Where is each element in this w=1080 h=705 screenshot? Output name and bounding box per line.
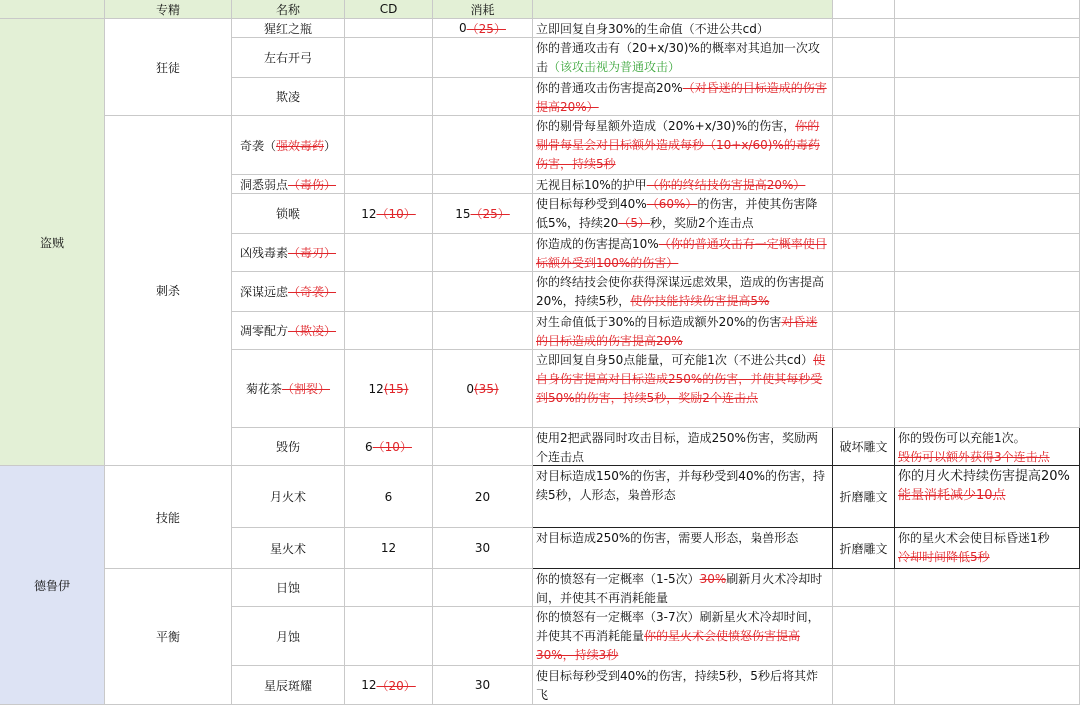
name-old: 强效毒药 (275, 138, 324, 153)
cd-new: 12 (361, 678, 377, 692)
empty-cell (833, 234, 895, 272)
name-text: 凋零配方 (239, 324, 288, 338)
name-old: （割裂） (282, 382, 331, 396)
cd-old: （10） (376, 207, 416, 221)
glyph-old: 冷却时间降低5秒 (898, 550, 990, 564)
glyph-text: 你的星火术会使目标昏迷1秒 (898, 531, 1050, 545)
skill-cd (345, 116, 433, 175)
desc-old: （60%） (646, 197, 698, 211)
skill-desc: 立即回复自身30%的生命值（不进公共cd） (533, 19, 833, 38)
skill-cost (433, 312, 533, 350)
skill-name (232, 312, 345, 350)
spec-balance: 平衡 (105, 569, 232, 705)
glyph-old: 能量消耗减少10点 (898, 488, 1006, 503)
skill-cd (345, 312, 433, 350)
skill-desc (533, 175, 833, 194)
glyph-desc (895, 466, 1080, 528)
skill-desc (533, 38, 833, 78)
desc-text: 秒，奖励2个连击点 (649, 216, 754, 230)
empty-cell (895, 312, 1080, 350)
skill-cd (345, 175, 433, 194)
desc-old: 你的星火术会使愤怒伤害提高30%，持续3秒 (536, 629, 801, 662)
class-rogue: 盗贼 (0, 19, 105, 466)
header-cd: CD (345, 0, 433, 19)
cd-new: 12 (368, 381, 384, 396)
skill-cost: 30 (433, 528, 533, 569)
name-text: 菊花茶 (245, 382, 282, 396)
glyph-desc (895, 528, 1080, 569)
name-old: （毒伤） (288, 177, 337, 192)
skill-name: 星辰斑耀 (232, 666, 345, 705)
desc-text: 你的愤怒有一定概率（1-5次） (536, 572, 700, 586)
glyph-name: 破坏雕文 (833, 428, 895, 466)
glyph-name: 折磨雕文 (833, 528, 895, 569)
empty-cell (895, 350, 1080, 428)
empty-cell (895, 569, 1080, 607)
skill-cd (345, 569, 433, 607)
skill-desc: 使用2把武器同时攻击目标，造成250%伤害，奖励两个连击点 (533, 428, 833, 466)
skill-name: 星火术 (232, 528, 345, 569)
desc-text: 无视目标10%的护甲 (536, 178, 647, 192)
desc-text: 你的普通攻击伤害提高20% (536, 81, 683, 95)
cost-new: 0 (466, 381, 474, 396)
desc-text: 立即回复自身50点能量，可充能1次（不进公共cd） (536, 353, 814, 367)
desc-text: 你的终结技会使你获得深谋远虑效果，造成的伤害提高20%，持续5秒， (536, 275, 825, 308)
skill-cd (345, 78, 433, 116)
empty-cell (895, 272, 1080, 312)
desc-old: （对昏迷的目标造成的伤害提高20%） (536, 81, 827, 114)
skill-desc (533, 78, 833, 116)
empty-cell (895, 666, 1080, 705)
name-text: 深谋远虑 (239, 285, 288, 299)
skill-desc (533, 350, 833, 428)
skill-cost (433, 19, 533, 38)
name-text: 凶残毒素 (239, 246, 288, 260)
skill-desc: 对目标造成250%的伤害，需要人形态，枭兽形态 (533, 528, 833, 569)
name-end: ） (324, 138, 337, 153)
spec-assassination: 刺杀 (105, 116, 232, 466)
glyph-name: 折磨雕文 (833, 466, 895, 528)
cost-new: 0 (459, 21, 467, 35)
empty-cell (833, 607, 895, 666)
skill-name (232, 116, 345, 175)
desc-text: 你的剔骨每星额外造成（20%+x/30)%的伤害， (536, 119, 796, 133)
skill-cost (433, 234, 533, 272)
skill-cd: 6 (345, 466, 433, 528)
spec-outlaw: 狂徒 (105, 19, 232, 116)
glyph-text: 你的月火术持续伤害提高20% (898, 469, 1070, 484)
empty-cell (895, 78, 1080, 116)
desc-old: 使自身伤害提高对目标造成250%的伤害，并使其每秒受到50%的伤害，持续5秒，奖励2个连击点 (536, 353, 826, 405)
name-old: （欺凌） (288, 324, 337, 338)
name-old: （毒刃） (288, 246, 337, 260)
desc-old: （你的终结技伤害提高20%） (646, 178, 806, 192)
header-desc (533, 0, 833, 19)
cost-old: （25） (466, 21, 506, 36)
desc-old: 对昏迷的目标造成的伤害提高20% (536, 315, 818, 348)
cost-old: （25） (470, 207, 510, 221)
skill-cd (345, 666, 433, 705)
desc-text: 你的普通攻击有（20+x/30)%的概率对其追加一次攻击 (536, 41, 820, 74)
empty-cell (895, 19, 1080, 38)
desc-old: 你的剔骨每星会对目标额外造成每秒（10+x/60)%的毒药伤害，持续5秒 (536, 119, 820, 171)
skill-cost (433, 78, 533, 116)
skill-name: 锁喉 (232, 194, 345, 234)
desc-text: 你造成的伤害提高10% (536, 237, 659, 251)
cd-old: （20） (376, 678, 416, 693)
skill-desc (533, 607, 833, 666)
skill-desc (533, 312, 833, 350)
desc-text: 使目标每秒受到40% (536, 197, 647, 211)
empty-cell (833, 38, 895, 78)
skill-desc (533, 272, 833, 312)
name-old: （奇袭） (288, 285, 337, 299)
empty-cell (833, 272, 895, 312)
spec-skill: 技能 (105, 466, 232, 569)
desc-note: （该攻击视为普通攻击） (548, 60, 681, 74)
header-blank (0, 0, 105, 19)
cost-new: 15 (455, 206, 471, 221)
glyph-old: 毁伤可以额外获得3个连击点 (898, 450, 1050, 464)
cd-old: （10） (372, 440, 412, 454)
skill-cost (433, 350, 533, 428)
header-extra-1 (833, 0, 895, 19)
skill-desc (533, 234, 833, 272)
skill-desc (533, 569, 833, 607)
class-druid: 德鲁伊 (0, 466, 105, 705)
skill-cd (345, 19, 433, 38)
skill-cost (433, 272, 533, 312)
desc-old: 30% (699, 572, 727, 586)
skill-cd (345, 607, 433, 666)
skill-cd (345, 194, 433, 234)
empty-cell (833, 569, 895, 607)
skill-name: 毁伤 (232, 428, 345, 466)
header-cost: 消耗 (433, 0, 533, 19)
empty-cell (833, 312, 895, 350)
header-extra-2 (895, 0, 1080, 19)
name-text: 奇袭（ (239, 138, 276, 153)
skill-cost (433, 38, 533, 78)
skill-name: 左右开弓 (232, 38, 345, 78)
skill-name: 欺凌 (232, 78, 345, 116)
empty-cell (895, 175, 1080, 194)
skill-cd (345, 428, 433, 466)
skill-cost (433, 194, 533, 234)
cd-new: 12 (361, 206, 377, 221)
skill-name (232, 272, 345, 312)
empty-cell (833, 19, 895, 38)
empty-cell (895, 194, 1080, 234)
desc-text: 你的愤怒有一定概率（3-7次）刷新星火术冷却时间，并使其不再消耗能量 (536, 610, 820, 643)
skill-cost (433, 428, 533, 466)
empty-cell (833, 350, 895, 428)
skill-name: 猩红之瓶 (232, 19, 345, 38)
glyph-text: 你的毁伤可以充能1次。 (898, 431, 1026, 445)
glyph-desc (895, 428, 1080, 466)
skill-cd (345, 350, 433, 428)
desc-old: （5） (618, 216, 650, 230)
skill-cd (345, 272, 433, 312)
skill-name: 日蚀 (232, 569, 345, 607)
skill-cost (433, 175, 533, 194)
skill-desc: 对目标造成150%的伤害，并每秒受到40%的伤害，持续5秒，人形态，枭兽形态 (533, 466, 833, 528)
skill-name (232, 350, 345, 428)
desc-text: 对生命值低于30%的目标造成额外20%的伤害 (536, 315, 782, 329)
empty-cell (833, 116, 895, 175)
skill-cost (433, 569, 533, 607)
cd-new: 6 (365, 439, 373, 454)
empty-cell (833, 175, 895, 194)
empty-cell (895, 607, 1080, 666)
skill-desc: 使目标每秒受到40%的伤害，持续5秒，5秒后将其炸飞 (533, 666, 833, 705)
desc-text: 的伤害，并使其伤害降低5%，持续20 (536, 197, 818, 230)
skill-desc (533, 194, 833, 234)
skill-cost (433, 116, 533, 175)
skill-name: 月蚀 (232, 607, 345, 666)
skill-cost (433, 607, 533, 666)
skill-name: 月火术 (232, 466, 345, 528)
empty-cell (833, 78, 895, 116)
desc-text: 刷新月火术冷却时间，并使其不再消耗能量 (536, 572, 823, 605)
skill-cd (345, 234, 433, 272)
skill-cost: 20 (433, 466, 533, 528)
skill-desc (533, 116, 833, 175)
header-name: 名称 (232, 0, 345, 19)
cost-old: (35) (474, 381, 499, 396)
desc-old: （你的普通攻击有一定概率使目标额外受到100%的伤害） (536, 237, 827, 270)
cd-old: (15) (383, 381, 409, 396)
skill-cd: 12 (345, 528, 433, 569)
skill-name (232, 234, 345, 272)
skill-name (232, 175, 345, 194)
desc-old: 使你技能持续伤害提高5% (630, 294, 770, 308)
empty-cell (895, 234, 1080, 272)
skill-cost: 30 (433, 666, 533, 705)
header-spec: 专精 (105, 0, 232, 19)
empty-cell (895, 116, 1080, 175)
name-text: 洞悉弱点 (239, 177, 288, 192)
empty-cell (833, 194, 895, 234)
empty-cell (833, 666, 895, 705)
empty-cell (895, 38, 1080, 78)
skill-cd (345, 38, 433, 78)
